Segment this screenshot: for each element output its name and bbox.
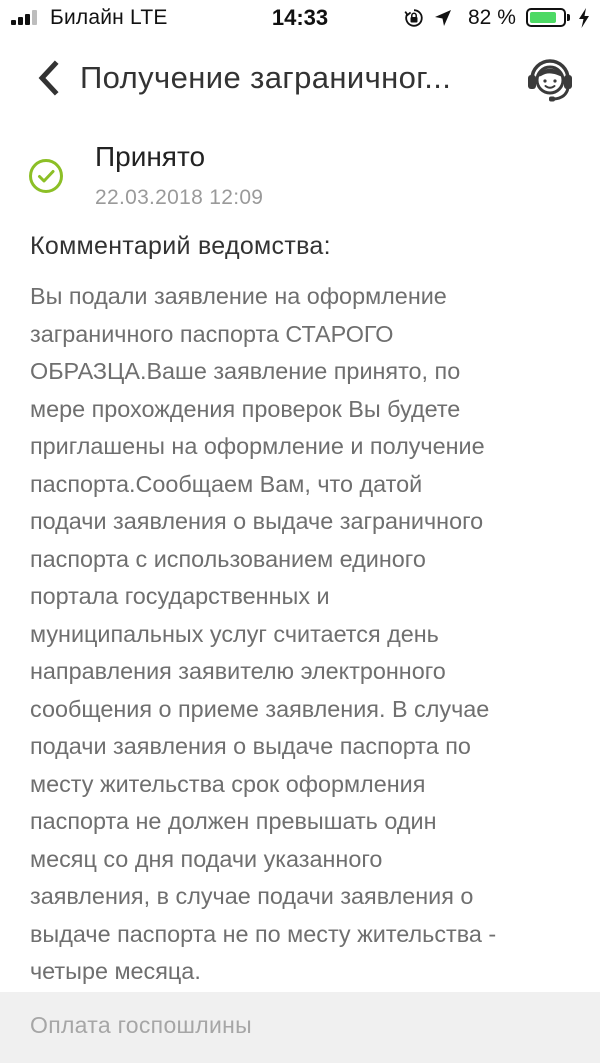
orientation-lock-icon [404, 8, 424, 28]
nav-bar [0, 40, 600, 120]
battery-percent: 82 % [468, 6, 516, 29]
comment-line: паспорта не должен превышать один [30, 808, 437, 834]
comment-line: муниципальных услуг считается день [30, 620, 439, 647]
battery-level [530, 12, 556, 23]
comment-body [30, 278, 582, 991]
battery-cap [567, 14, 570, 21]
comment-line: заявления, в случае подачи заявления о [30, 883, 474, 909]
comment-line: паспорта.Сообщаем Вам, что датой [30, 470, 423, 497]
comment-line: паспорта с использованием единого [30, 545, 426, 572]
check-circle-icon [28, 158, 64, 194]
comment-line: выдаче паспорта не по месту жительства - [30, 920, 497, 947]
comment-line: месяц со дня подачи указанного [30, 845, 383, 872]
comment-line: четыре месяца. [30, 958, 201, 984]
comment-line: Вы подали заявление на оформление [30, 283, 447, 309]
payment-fee-row[interactable] [0, 992, 600, 1063]
carrier-label: Билайн LTE [50, 6, 168, 29]
status-time: 14:33 [271, 5, 329, 30]
comment-line: приглашены на оформление и получение [30, 433, 485, 459]
comment-line: заграничного паспорта СТАРОГО [30, 320, 394, 347]
chevron-left-icon[interactable] [34, 58, 62, 98]
status-date: 22.03.2018 12:09 [95, 186, 264, 209]
comment-line: направления заявителю электронного [30, 658, 446, 684]
application-status [0, 130, 600, 220]
comment-line: ОБРАЗЦА.Ваше заявление принято, по [30, 358, 461, 384]
page-title: Получение заграничног... [80, 60, 452, 95]
location-arrow-icon [434, 9, 452, 27]
status-title: Принято [95, 141, 206, 172]
status-bar [0, 0, 600, 38]
support-operator-icon[interactable] [526, 54, 574, 104]
comment-line: мере прохождения проверок Вы будете [30, 395, 461, 422]
payment-fee-label: Оплата госпошлины [30, 1012, 252, 1038]
charging-icon [578, 8, 590, 28]
comment-line: подачи заявления о выдаче заграничного [30, 508, 484, 534]
comment-line: сообщения о приеме заявления. В случае [30, 695, 490, 722]
battery-icon [526, 8, 566, 27]
comment-line: подачи заявления о выдаче паспорта по [30, 733, 471, 759]
comment-line: месту жительства срок оформления [30, 770, 426, 797]
comment-heading: Комментарий ведомства: [30, 232, 331, 260]
comment-line: портала государственных и [30, 583, 330, 609]
